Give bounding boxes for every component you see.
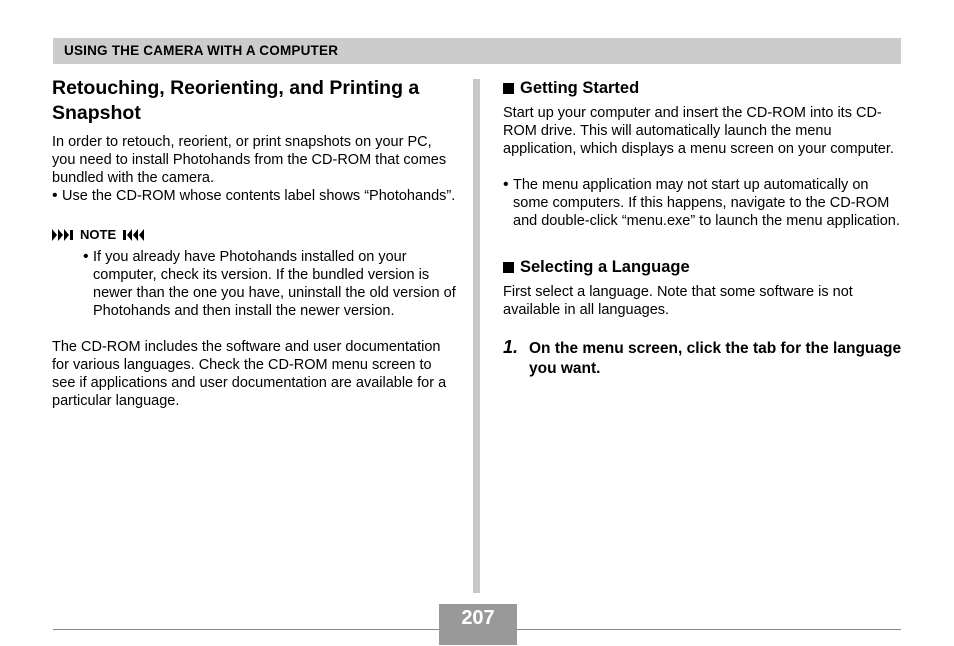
- bullet-glyph: •: [83, 248, 89, 265]
- getting-started-heading: [503, 78, 903, 98]
- step-number: 1.: [503, 337, 519, 357]
- list-item: [503, 176, 903, 230]
- step-item: [503, 339, 903, 379]
- note-arrows-right-icon: [52, 229, 74, 241]
- left-column: [52, 76, 457, 410]
- bullet-glyph: •: [503, 176, 509, 193]
- section-header-bar: [53, 38, 901, 64]
- list-item: [52, 187, 457, 205]
- square-bullet-icon: [503, 83, 514, 94]
- note-heading: [52, 227, 457, 242]
- selecting-language-heading-text: Selecting a Language: [520, 258, 690, 276]
- bullet-text: Use the CD-ROM whose contents label shows “Photohands”.: [62, 188, 456, 204]
- intro-paragraph: In order to retouch, reorient, or print snapshots on your PC, you need to install Photohands from the CD-ROM that comes bundled with the camera.: [52, 134, 447, 186]
- getting-started-paragraph: Start up your computer and insert the CD-ROM into its CD-ROM drive. This will automatically launch the menu application, which displays a menu screen on your computer.: [503, 105, 894, 157]
- column-divider: [473, 79, 480, 593]
- closing-paragraph: The CD-ROM includes the software and user documentation for various languages. Check the CD-ROM menu screen to see if applications and user documentation are available for a particular language.: [52, 339, 447, 409]
- getting-started-bullet: The menu application may not start up automatically on some computers. If this happens, navigate to the CD-ROM and double-click “menu.exe” to launch the menu application.: [513, 177, 900, 229]
- note-arrows-left-icon: [122, 229, 144, 241]
- note-label: NOTE: [80, 227, 117, 242]
- note-list-item: [83, 248, 457, 320]
- note-text: If you already have Photohands installed on your computer, check its version. If the bundled version is newer than the one you have, uninstall the old version of Photohands and then install the newer version.: [93, 249, 456, 319]
- right-column: [503, 78, 903, 379]
- bullet-glyph: •: [52, 187, 58, 204]
- page-number-box: [439, 604, 517, 645]
- section-header-title: USING THE CAMERA WITH A COMPUTER: [64, 43, 339, 58]
- selecting-language-heading: [503, 257, 903, 277]
- getting-started-heading-text: Getting Started: [520, 79, 640, 97]
- page-number: 207: [461, 607, 495, 629]
- step-text: On the menu screen, click the tab for the language you want.: [529, 340, 902, 377]
- square-bullet-icon: [503, 262, 514, 273]
- page-title: Retouching, Reorienting, and Printing a Snapshot: [52, 77, 420, 124]
- selecting-language-paragraph: First select a language. Note that some software is not available in all languages.: [503, 284, 853, 318]
